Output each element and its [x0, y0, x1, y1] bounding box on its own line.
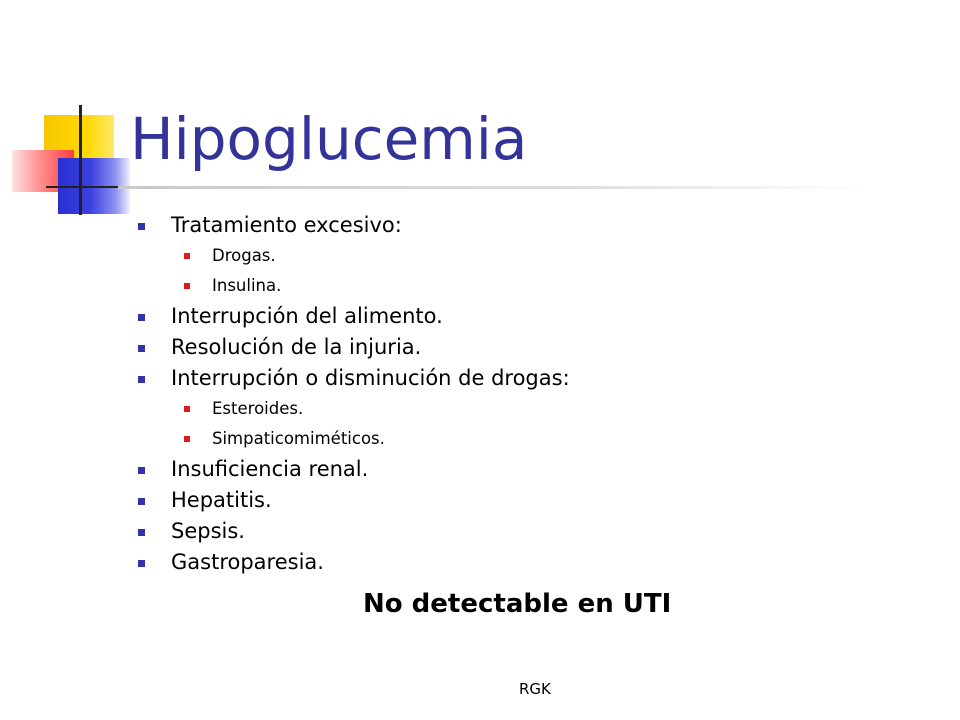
- list-item: [134, 301, 894, 332]
- decorative-logo-vertical-line: [79, 105, 82, 215]
- sub-list-item-text: Esteroides.: [212, 399, 304, 418]
- list-item: [134, 547, 894, 578]
- list-item: [134, 210, 894, 241]
- list-item-text: Sepsis.: [171, 519, 245, 543]
- list-item-text: Tratamiento excesivo:: [171, 213, 402, 237]
- sub-list-item-text: Simpaticomiméticos.: [212, 429, 385, 448]
- square-bullet-icon: [184, 253, 190, 259]
- square-bullet-icon: [138, 529, 145, 536]
- emphasis-note: No detectable en UTI: [363, 589, 672, 619]
- title-underline-rule: [118, 186, 870, 189]
- square-bullet-icon: [184, 283, 190, 289]
- square-bullet-icon: [184, 436, 190, 442]
- square-bullet-icon: [184, 406, 190, 412]
- square-bullet-icon: [138, 345, 145, 352]
- sub-list-item-text: Drogas.: [212, 246, 276, 265]
- list-item-text: Interrupción o disminución de drogas:: [171, 366, 570, 390]
- square-bullet-icon: [138, 314, 145, 321]
- sub-list-item: [134, 241, 894, 271]
- list-item: [134, 454, 894, 485]
- slide-footer: RGK: [519, 680, 551, 698]
- list-item: [134, 516, 894, 547]
- sub-list-item: [134, 424, 894, 454]
- square-bullet-icon: [138, 223, 145, 230]
- square-bullet-icon: [138, 498, 145, 505]
- sub-list-item-text: Insulina.: [212, 276, 282, 295]
- list-item-text: Insuficiencia renal.: [171, 457, 369, 481]
- square-bullet-icon: [138, 560, 145, 567]
- sub-list-item: [134, 271, 894, 301]
- bullet-list: [134, 210, 894, 578]
- list-item-text: Gastroparesia.: [171, 550, 324, 574]
- list-item-text: Hepatitis.: [171, 488, 272, 512]
- list-item-text: Interrupción del alimento.: [171, 304, 443, 328]
- list-item-text: Resolución de la injuria.: [171, 335, 422, 359]
- square-bullet-icon: [138, 467, 145, 474]
- square-bullet-icon: [138, 376, 145, 383]
- sub-list-item: [134, 394, 894, 424]
- list-item: [134, 485, 894, 516]
- list-item: [134, 363, 894, 394]
- slide-title: Hipoglucemia: [130, 105, 528, 173]
- list-item: [134, 332, 894, 363]
